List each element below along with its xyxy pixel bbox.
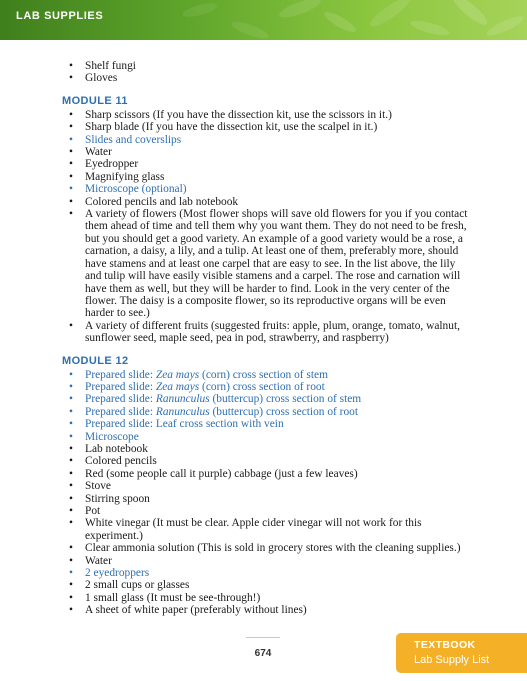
list-item: • 2 small cups or glasses xyxy=(62,579,472,591)
item-text: (corn) cross section of stem xyxy=(199,368,328,381)
header-banner xyxy=(0,0,527,40)
list-item: • A variety of different fruits (suggested fruits: apple, plum, orange, tomato, walnut, sunflower seed, maple seed, pea in pod, strawberry, and raspberry) xyxy=(62,320,472,345)
list-item: • Stirring spoon xyxy=(62,493,472,505)
page-number: 674 xyxy=(254,648,272,659)
module-supply-list xyxy=(62,369,472,617)
list-item: • Microscope (optional) xyxy=(62,183,472,195)
list-item xyxy=(62,406,472,418)
species-name: Zea mays xyxy=(155,368,200,381)
item-text: Prepared slide: xyxy=(85,393,156,406)
module-heading: MODULE 11 xyxy=(62,94,128,107)
list-item: • 2 eyedroppers xyxy=(62,567,472,579)
list-item: • Sharp blade (If you have the dissection kit, use the scalpel in it.) xyxy=(62,121,472,133)
list-item: • Clear ammonia solution (This is sold in grocery stores with the cleaning supplies.) xyxy=(62,542,472,554)
list-item: • Lab notebook xyxy=(62,443,472,455)
species-name: Zea mays xyxy=(155,380,200,393)
list-item: • Colored pencils and lab notebook xyxy=(62,196,472,208)
list-item: • Magnifying glass xyxy=(62,171,472,183)
list-item: • Shelf fungi xyxy=(62,60,472,72)
list-item: • White vinegar (It must be clear. Apple cider vinegar will not work for this experiment.) xyxy=(62,517,472,542)
list-item: • Water xyxy=(62,146,472,158)
item-text: (corn) cross section of root xyxy=(199,380,325,393)
item-text: Prepared slide: xyxy=(85,405,156,418)
list-item: • Pot xyxy=(62,505,472,517)
list-item: • Prepared slide: Leaf cross section with vein xyxy=(62,418,472,430)
page-number-rule xyxy=(246,637,280,638)
list-item xyxy=(62,393,472,405)
tab-sublabel: Lab Supply List xyxy=(414,654,490,666)
supply-content xyxy=(62,60,472,617)
list-item: • 1 small glass (It must be see-through!) xyxy=(62,592,472,604)
item-text: Prepared slide: xyxy=(85,380,156,393)
list-item: • Red (some people call it purple) cabbage (just a few leaves) xyxy=(62,468,472,480)
tab-label: TEXTBOOK xyxy=(414,639,476,651)
section-title: LAB SUPPLIES xyxy=(16,10,104,22)
item-text: Prepared slide: xyxy=(85,368,156,381)
module-supply-list xyxy=(62,109,472,345)
list-item xyxy=(62,369,472,381)
item-text: (buttercup) cross section of root xyxy=(209,405,359,418)
species-name: Ranunculus xyxy=(155,405,210,418)
list-item: • Colored pencils xyxy=(62,455,472,467)
list-item: • Slides and coverslips xyxy=(62,134,472,146)
continued-list xyxy=(62,60,472,85)
list-item: • Gloves xyxy=(62,72,472,84)
list-item: • Microscope xyxy=(62,431,472,443)
list-item: • A variety of flowers (Most flower shops will save old flowers for you if you contact them ahead of time and tell them why you want them. They do not need to be fresh, but you should get a good variety. An example of a good variety would be a rose, a carnation, a daisy, a lily, and a tulip. At least one of them, preferably more, should have stamens and at least one carpel that are easy to see. In the list above, the lily and tulip will have easily visible stamens and a carpel. The rose and carnation will have them as well, but they will be harder to find. Look in the very center of the flower. The daisy is a composite flower, so its reproductive organs will be even harder to see.) xyxy=(62,208,472,320)
list-item: • A sheet of white paper (preferably without lines) xyxy=(62,604,472,616)
module-heading: MODULE 12 xyxy=(62,354,129,367)
species-name: Ranunculus xyxy=(155,393,210,406)
list-item: • Stove xyxy=(62,480,472,492)
textbook-tab xyxy=(396,633,527,673)
modules-container xyxy=(62,95,472,617)
list-item xyxy=(62,381,472,393)
list-item: • Sharp scissors (If you have the dissection kit, use the scissors in it.) xyxy=(62,109,472,121)
list-item: • Eyedropper xyxy=(62,158,472,170)
list-item: • Water xyxy=(62,555,472,567)
item-text: (buttercup) cross section of stem xyxy=(209,393,362,406)
